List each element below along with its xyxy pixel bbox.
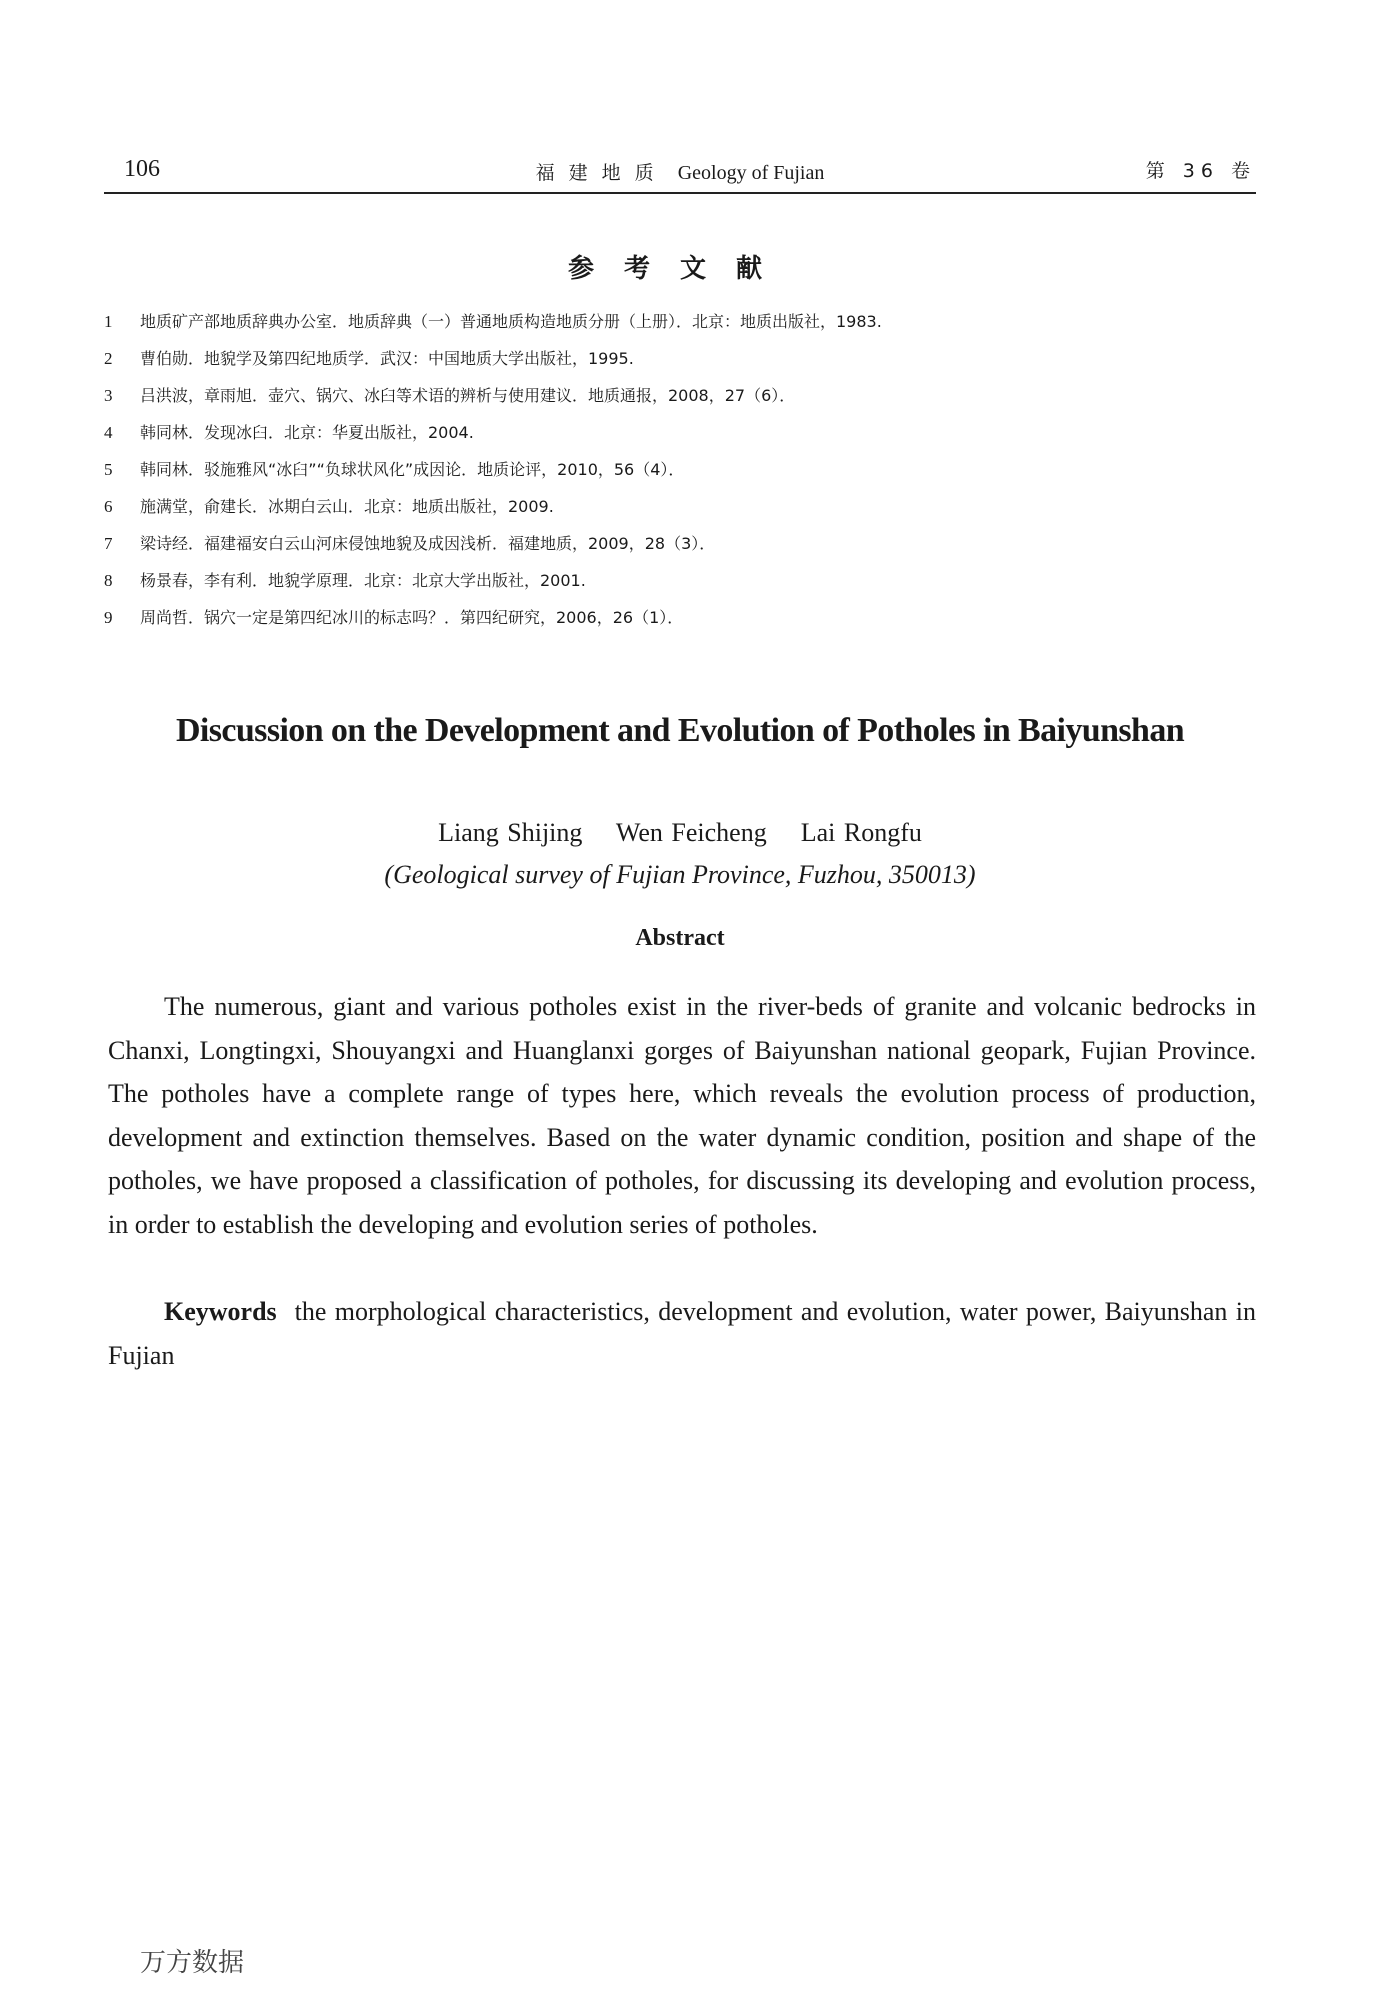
reference-number: 6 [104,497,113,516]
reference-text: 周尚哲．锅穴一定是第四纪冰川的标志吗？．第四纪研究，2006，26（1）． [140,608,684,627]
reference-number: 4 [104,423,113,442]
keywords-paragraph [108,1290,1256,1377]
reference-item [104,348,1254,385]
reference-text: 吕洪波，章雨旭．壶穴、锅穴、冰臼等术语的辨析与使用建议．地质通报，2008，27（6）． [140,386,796,405]
reference-number: 8 [104,571,113,590]
watermark-text: 万方数据 [140,1948,245,1978]
journal-name-cn: 福建地质 [535,162,668,184]
reference-number: 7 [104,534,113,553]
reference-text: 曹伯勋．地貌学及第四纪地质学．武汉：中国地质大学出版社，1995. [140,349,634,368]
reference-text: 地质矿产部地质辞典办公室．地质辞典（一）普通地质构造地质分册（上册）．北京：地质出版社，1983. [140,312,882,331]
abstract-text: The numerous, giant and various potholes exist in the river-beds of granite and volcanic bedrocks in Chanxi, Longtingxi, Shouyangxi and Huanglanxi gorges of Baiyunshan national geopark, Fujian Province. The potholes have a complete range of types here, which reveals the evolution process of production, development and extinction themselves. Based on the water dynamic condition, position and shape of the potholes, we have proposed a classification of potholes, for discussing its developing and evolution process, in order to establish the developing and evolution series of potholes. [108,992,1256,1239]
reference-number: 9 [104,608,113,627]
reference-number: 2 [104,349,113,368]
reference-item [104,533,1254,570]
reference-text: 韩同林．发现冰臼．北京：华夏出版社，2004. [140,423,474,442]
author-list: Liang Shijing Wen Feicheng Lai Rongfu [438,818,922,847]
reference-item [104,385,1254,422]
reference-item [104,311,1254,348]
english-title: Discussion on the Development and Evolution of Potholes in Baiyunshan [175,712,1185,749]
reference-number: 5 [104,460,113,479]
reference-text: 杨景春，李有利．地貌学原理．北京：北京大学出版社，2001. [140,571,586,590]
reference-item [104,570,1254,607]
reference-number: 1 [104,312,113,331]
page-number: 106 [124,156,160,182]
reference-item [104,459,1254,496]
reference-item [104,422,1254,459]
keywords-label: Keywords [164,1297,277,1326]
running-header [104,150,1256,194]
reference-item [104,607,1254,644]
author-affiliation: (Geological survey of Fujian Province, Fuzhou, 350013) [384,860,976,889]
volume-label: 第 36 卷 [1145,160,1256,182]
journal-name-en: Geology of Fujian [677,162,825,184]
references-heading: 参考文献 [567,254,792,284]
abstract-heading: Abstract [635,925,725,951]
reference-list [104,311,1254,644]
journal-name [104,158,1256,185]
reference-text: 梁诗经．福建福安白云山河床侵蚀地貌及成因浅析．福建地质，2009，28（3）． [140,534,716,553]
reference-text: 施满堂，俞建长．冰期白云山．北京：地质出版社，2009. [140,497,554,516]
reference-text: 韩同林．驳施雅风“冰臼”“负球状风化”成因论．地质论评，2010，56（4）． [140,460,685,479]
reference-item [104,496,1254,533]
keywords-text: the morphological characteristics, development and evolution, water power, Baiyunshan in Fujian [108,1297,1256,1370]
reference-number: 3 [104,386,113,405]
